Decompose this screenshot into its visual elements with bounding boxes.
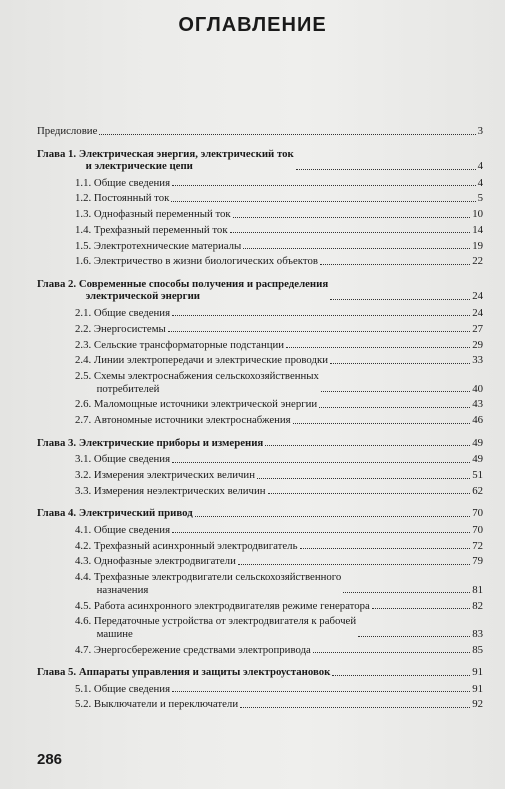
table-of-contents: [37, 125, 483, 711]
entry-page: 33: [472, 354, 483, 367]
dot-leader: [243, 248, 470, 249]
entry-title: 2.2. Энергосистемы: [75, 322, 166, 335]
entry-title: 1.4. Трехфазный переменный ток: [75, 223, 228, 236]
entry-title: Глава 1. Электрическая энергия, электрический ток и электрические цепи: [37, 147, 294, 172]
dot-leader: [168, 331, 470, 332]
entry-title: 1.3. Однофазный переменный ток: [75, 208, 231, 221]
entry-page: 85: [472, 643, 483, 656]
entry-title: 3.2. Измерения электрических величин: [75, 469, 255, 482]
entry-page: 4: [477, 176, 483, 189]
entry-title: 5.1. Общие сведения: [75, 682, 171, 695]
dot-leader: [265, 445, 470, 446]
entry-title: 3.3. Измерения неэлектрических величин: [75, 484, 266, 497]
chapter-entry: [37, 148, 483, 173]
dot-leader: [268, 493, 471, 494]
entry-page: 14: [472, 223, 483, 236]
section-entry: [75, 240, 483, 253]
section-entry: [75, 208, 483, 221]
section-entry: [75, 307, 483, 320]
entry-page: 4: [477, 160, 483, 172]
page-number: 286: [37, 751, 63, 768]
section-entry: [75, 524, 483, 537]
entry-title: Глава 5. Аппараты управления и защиты электроустановок: [37, 666, 331, 679]
entry-page: 81: [472, 583, 483, 596]
entry-title: 4.3. Однофазные электродвигатели: [75, 555, 236, 568]
dot-leader: [321, 391, 470, 392]
entry-title: 4.6. Передаточные устройства от электродвигателя к рабочей машине: [75, 615, 357, 640]
section-entry: [75, 192, 483, 205]
entry-page: 83: [472, 627, 483, 640]
entry-title: 2.5. Схемы электроснабжения сельскохозяйственных потребителей: [75, 370, 319, 395]
entry-title: 2.1. Общие сведения: [75, 306, 171, 319]
entry-page: 70: [472, 507, 483, 520]
dot-leader: [172, 462, 470, 463]
section-entry: [75, 453, 483, 466]
section-entry: [75, 255, 483, 268]
dot-leader: [172, 532, 470, 533]
entry-page: 19: [472, 239, 483, 252]
entry-title: 4.2. Трехфазный асинхронный электродвигатель: [75, 539, 298, 552]
entry-title: 1.5. Электротехнические материалы: [75, 239, 242, 252]
entry-page: 46: [472, 414, 483, 427]
section-entry: [75, 370, 483, 395]
section-entry: [75, 683, 483, 696]
section-entry: [75, 571, 483, 596]
entry-title: 2.3. Сельские трансформаторные подстанции: [75, 338, 285, 351]
entry-page: 91: [472, 666, 483, 679]
dot-leader: [172, 315, 470, 316]
entry-page: 62: [472, 484, 483, 497]
dot-leader: [330, 363, 470, 364]
entry-title: Предисловие: [37, 125, 98, 137]
toc-entry: [37, 125, 483, 138]
entry-page: 40: [472, 382, 483, 395]
entry-page: 24: [472, 290, 483, 303]
dot-leader: [240, 707, 470, 708]
entry-page: 29: [472, 338, 483, 351]
entry-title: 3.1. Общие сведения: [75, 453, 171, 466]
entry-page: 49: [472, 436, 483, 449]
entry-title: 1.2. Постоянный ток: [75, 192, 170, 205]
dot-leader: [343, 592, 470, 593]
dot-leader: [171, 201, 475, 202]
section-entry: [75, 698, 483, 711]
section-entry: [75, 354, 483, 367]
section-entry: [75, 540, 483, 553]
entry-page: 24: [472, 306, 483, 319]
entry-page: 3: [477, 125, 483, 137]
section-entry: [75, 177, 483, 190]
chapter-entry: [37, 507, 483, 520]
section-entry: [75, 644, 483, 657]
dot-leader: [332, 675, 470, 676]
section-entry: [75, 323, 483, 336]
entry-title: Глава 3. Электрические приборы и измерения: [37, 436, 264, 449]
entry-title: Глава 2. Современные способы получения и распределения электрической энергии: [37, 277, 329, 303]
section-entry: [75, 414, 483, 427]
entry-title: 2.6. Маломощные источники электрической энергии: [75, 398, 318, 411]
entry-page: 91: [472, 682, 483, 695]
dot-leader: [286, 347, 470, 348]
chapter-entry: [37, 278, 483, 303]
dot-leader: [330, 299, 470, 300]
dot-leader: [230, 232, 471, 233]
section-entry: [75, 398, 483, 411]
entry-page: 43: [472, 398, 483, 411]
dot-leader: [172, 185, 476, 186]
dot-leader: [320, 264, 470, 265]
section-entry: [75, 555, 483, 568]
dot-leader: [313, 652, 470, 653]
entry-page: 5: [477, 192, 483, 205]
dot-leader: [257, 478, 470, 479]
entry-title: Глава 4. Электрический привод: [37, 507, 193, 520]
entry-page: 72: [472, 539, 483, 552]
entry-page: 92: [472, 698, 483, 711]
dot-leader: [195, 516, 471, 517]
entry-title: 4.1. Общие сведения: [75, 523, 171, 536]
section-entry: [75, 339, 483, 352]
entry-title: 1.6. Электричество в жизни биологических объектов: [75, 255, 318, 268]
entry-page: 79: [472, 555, 483, 568]
dot-leader: [372, 608, 470, 609]
dot-leader: [99, 134, 475, 135]
entry-title: 4.5. Работа асинхронного электродвигателяв режиме генератора: [75, 599, 370, 612]
dot-leader: [300, 548, 471, 549]
chapter-entry: [37, 666, 483, 679]
section-entry: [75, 469, 483, 482]
entry-page: 70: [472, 523, 483, 536]
dot-leader: [233, 217, 471, 218]
entry-title: 2.7. Автономные источники электроснабжения: [75, 414, 291, 427]
entry-page: 51: [472, 469, 483, 482]
chapter-entry: [37, 437, 483, 450]
section-entry: [75, 615, 483, 640]
entry-title: 1.1. Общие сведения: [75, 176, 171, 189]
entry-title: 4.7. Энергосбережение средствами электропривода: [75, 643, 311, 656]
entry-page: 82: [472, 599, 483, 612]
entry-title: 4.4. Трехфазные электродвигатели сельскохозяйственного назначения: [75, 571, 342, 596]
page-title: ОГЛАВЛЕНИЕ: [178, 14, 327, 36]
entry-title: 5.2. Выключатели и переключатели: [75, 698, 239, 711]
entry-title: 2.4. Линии электропередачи и электрические проводки: [75, 354, 329, 367]
section-entry: [75, 224, 483, 237]
dot-leader: [319, 407, 470, 408]
dot-leader: [293, 423, 471, 424]
dot-leader: [296, 169, 476, 170]
dot-leader: [358, 636, 470, 637]
entry-page: 10: [472, 208, 483, 221]
entry-page: 22: [472, 255, 483, 268]
dot-leader: [172, 691, 470, 692]
entry-page: 49: [472, 453, 483, 466]
entry-page: 27: [472, 322, 483, 335]
dot-leader: [238, 564, 470, 565]
section-entry: [75, 485, 483, 498]
section-entry: [75, 600, 483, 613]
